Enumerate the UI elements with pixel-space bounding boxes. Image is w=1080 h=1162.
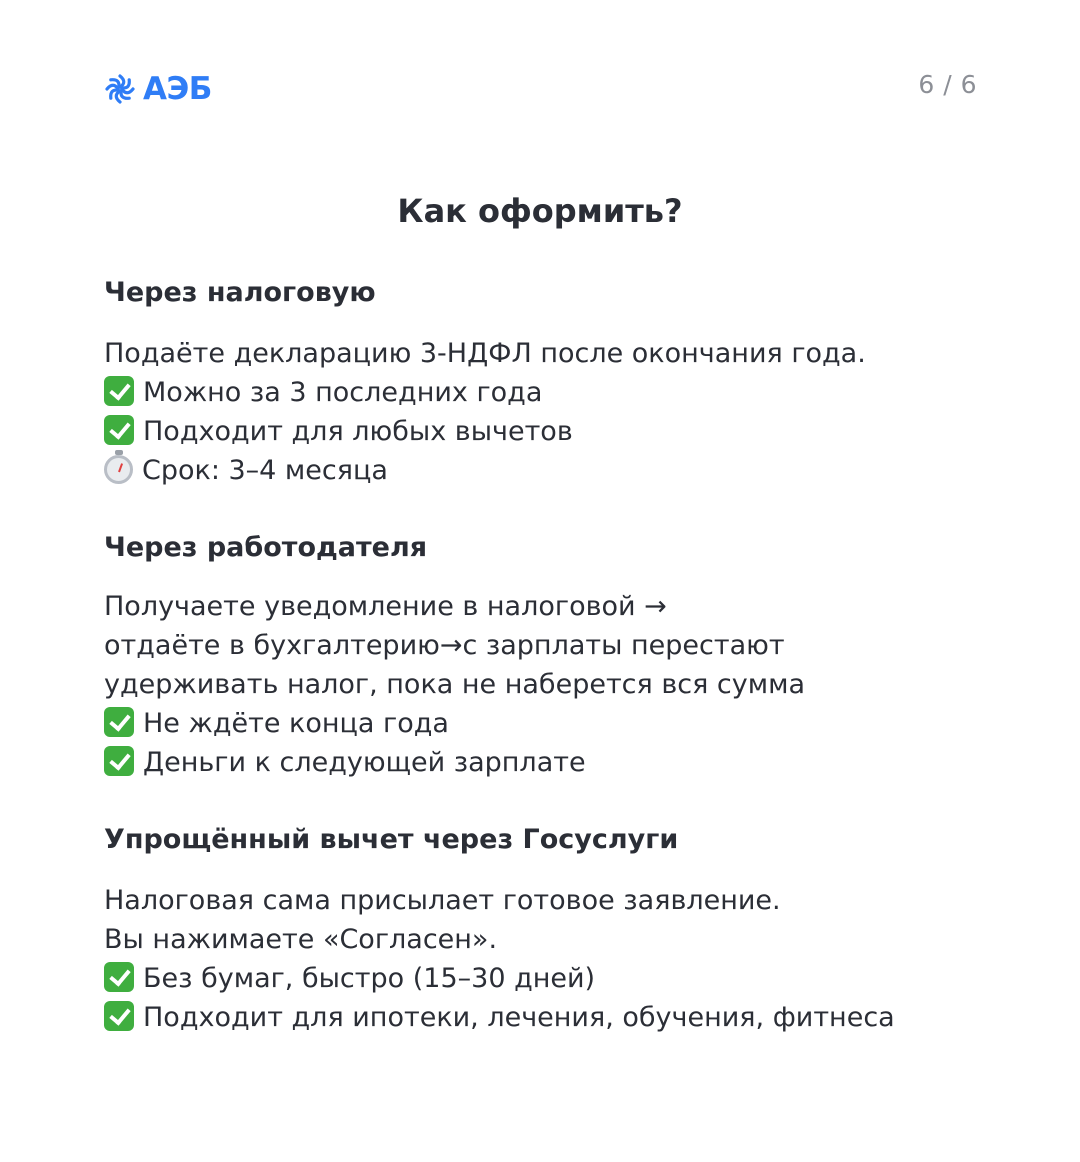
stopwatch-icon bbox=[104, 455, 133, 484]
list-item: Срок: 3–4 месяца bbox=[104, 451, 994, 490]
text-line: Налоговая сама присылает готовое заявление. bbox=[104, 885, 781, 916]
text-line: Получаете уведомление в налоговой → bbox=[104, 591, 667, 622]
section-employer bbox=[104, 529, 994, 782]
list-item: Деньги к следующей зарплате bbox=[104, 743, 994, 782]
section-tax-office bbox=[104, 274, 994, 490]
list-item: Не ждёте конца года bbox=[104, 704, 994, 743]
check-icon bbox=[104, 746, 134, 776]
section-lines bbox=[104, 334, 994, 490]
text-line: Подаёте декларацию 3-НДФЛ после окончания года. bbox=[104, 338, 866, 369]
page-indicator: 6 / 6 bbox=[918, 70, 977, 99]
section-heading: Через налоговую bbox=[104, 277, 376, 308]
brand-logo bbox=[103, 70, 212, 108]
section-gosuslugi bbox=[104, 821, 994, 1037]
text-line: отдаёте в бухгалтерию→с зарплаты перестают bbox=[104, 630, 785, 661]
section-heading: Упрощённый вычет через Госуслуги bbox=[104, 824, 679, 855]
check-icon bbox=[104, 962, 134, 992]
check-icon bbox=[104, 415, 134, 445]
aeb-logo-icon bbox=[103, 72, 137, 106]
page-title: Как оформить? bbox=[397, 192, 683, 230]
list-item: Подходит для любых вычетов bbox=[104, 412, 994, 451]
section-lines bbox=[104, 587, 994, 782]
list-item: Подходит для ипотеки, лечения, обучения, фитнеса bbox=[104, 998, 994, 1037]
section-heading: Через работодателя bbox=[104, 532, 428, 563]
check-icon bbox=[104, 376, 134, 406]
list-item: Без бумаг, быстро (15–30 дней) bbox=[104, 959, 994, 998]
list-item: Можно за 3 последних года bbox=[104, 373, 994, 412]
check-icon bbox=[104, 1001, 134, 1031]
logo-text: АЭБ bbox=[143, 71, 212, 107]
check-icon bbox=[104, 707, 134, 737]
text-line: удерживать налог, пока не наберется вся сумма bbox=[104, 669, 806, 700]
text-line: Вы нажимаете «Согласен». bbox=[104, 924, 498, 955]
section-lines bbox=[104, 881, 994, 1037]
